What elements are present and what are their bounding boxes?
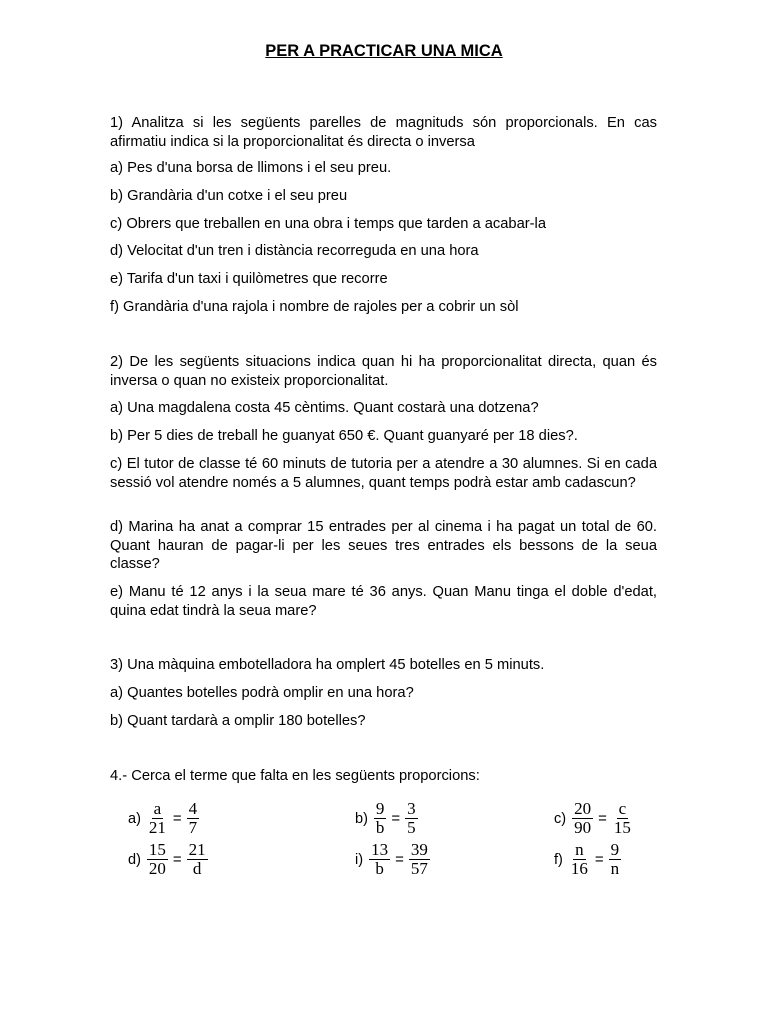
fraction-right	[609, 841, 622, 878]
proportion-d	[128, 841, 208, 878]
q4-intro: 4.- Cerca el terme que falta en les següents proporcions:	[110, 768, 480, 784]
numerator: 3	[407, 799, 416, 818]
proportion-label: d)	[128, 851, 141, 868]
q3-item-b: b) Quant tardarà a omplir 180 botelles?	[110, 713, 366, 729]
denominator: 20	[148, 859, 166, 878]
denominator: b	[375, 859, 384, 878]
q2-item-e: e) Manu té 12 anys i la seua mare té 36 anys. Quan Manu tinga el doble d'edat, quina edat tindrà la seua mare?	[110, 584, 657, 619]
equals-sign: =	[395, 851, 404, 868]
proportion-b	[355, 800, 418, 837]
equals-sign: =	[594, 851, 604, 868]
q1-item-e: e) Tarifa d'un taxi i quilòmetres que recorre	[110, 271, 388, 287]
denominator: 90	[574, 818, 592, 837]
fraction-left	[569, 841, 590, 878]
denominator: 5	[407, 818, 416, 837]
equals-sign: =	[391, 810, 401, 827]
q1-item-a: a) Pes d'una borsa de llimons i el seu preu.	[110, 160, 392, 176]
fraction-left	[374, 800, 387, 837]
denominator: 21	[148, 818, 166, 837]
numerator: 9	[375, 799, 385, 818]
proportion-label: i)	[355, 851, 364, 868]
numerator: 39	[410, 840, 428, 859]
q1-item-d: d) Velocitat d'un tren i distància recorreguda en una hora	[110, 243, 479, 259]
numerator: 20	[574, 799, 592, 818]
proportion-label: f)	[554, 851, 563, 868]
q2-item-a: a) Una magdalena costa 45 cèntims. Quant costarà una dotzena?	[110, 400, 539, 416]
numerator: c	[618, 799, 627, 818]
q2-item-d: d) Marina ha anat a comprar 15 entrades per al cinema i ha pagat un total de 60. Quant hauran de pagar-li per les seues tres entrades els bessons de la seua classe?	[110, 519, 657, 572]
fraction-right	[409, 841, 430, 878]
numerator: 13	[371, 840, 389, 859]
proportion-f	[554, 841, 621, 878]
q3-item-a: a) Quantes botelles podrà omplir en una hora?	[110, 685, 414, 701]
proportion-a	[128, 800, 199, 837]
q2-item-b: b) Per 5 dies de treball he guanyat 650 €. Quant guanyaré per 18 dies?.	[110, 428, 578, 444]
proportion-label: b)	[355, 810, 368, 827]
denominator: b	[375, 818, 385, 837]
denominator: d	[192, 859, 202, 878]
q1-intro: 1) Analitza si les següents parelles de magnituds són proporcionals. En cas afirmatiu indica si la proporcionalitat és directa o inversa	[110, 115, 657, 150]
denominator: 7	[188, 818, 198, 837]
numerator: 15	[148, 840, 166, 859]
equals-sign: =	[598, 810, 607, 827]
fraction-right	[187, 800, 200, 837]
q1-item-c: c) Obrers que treballen en una obra i temps que tarden a acabar-la	[110, 216, 546, 232]
fraction-right	[405, 800, 418, 837]
fraction-left	[572, 800, 593, 837]
q1-item-b: b) Grandària d'un cotxe i el seu preu	[110, 188, 348, 204]
fraction-right	[612, 800, 633, 837]
denominator: 16	[570, 859, 588, 878]
equals-sign: =	[172, 810, 182, 827]
numerator: 21	[188, 840, 206, 859]
page-title: PER A PRACTICAR UNA MICA	[265, 42, 503, 60]
q2-intro: 2) De les següents situacions indica quan hi ha proporcionalitat directa, quan és inversa o quan no existeix proporcionalitat.	[110, 354, 657, 389]
proportion-i	[355, 841, 430, 878]
numerator: n	[575, 840, 584, 859]
fraction-left	[369, 841, 390, 878]
numerator: a	[153, 799, 162, 818]
fraction-left	[147, 800, 168, 837]
denominator: n	[610, 859, 620, 878]
proportion-label: a)	[128, 810, 141, 827]
q3-intro: 3) Una màquina embotelladora ha omplert 45 botelles en 5 minuts.	[110, 657, 545, 673]
q1-item-f: f) Grandària d'una rajola i nombre de rajoles per a cobrir un sòl	[110, 299, 519, 315]
numerator: 9	[610, 840, 620, 859]
proportion-label: c)	[554, 810, 567, 827]
fraction-left	[147, 841, 168, 878]
denominator: 15	[613, 818, 631, 837]
numerator: 4	[188, 799, 198, 818]
proportion-c	[554, 800, 633, 837]
equals-sign: =	[172, 851, 182, 868]
denominator: 57	[410, 859, 428, 878]
q2-item-c: c) El tutor de classe té 60 minuts de tutoria per a atendre a 30 alumnes. Si en cada sessió vol atendre només a 5 alumnes, quant temps podrà estar amb cadascun?	[110, 456, 657, 491]
fraction-right	[187, 841, 208, 878]
